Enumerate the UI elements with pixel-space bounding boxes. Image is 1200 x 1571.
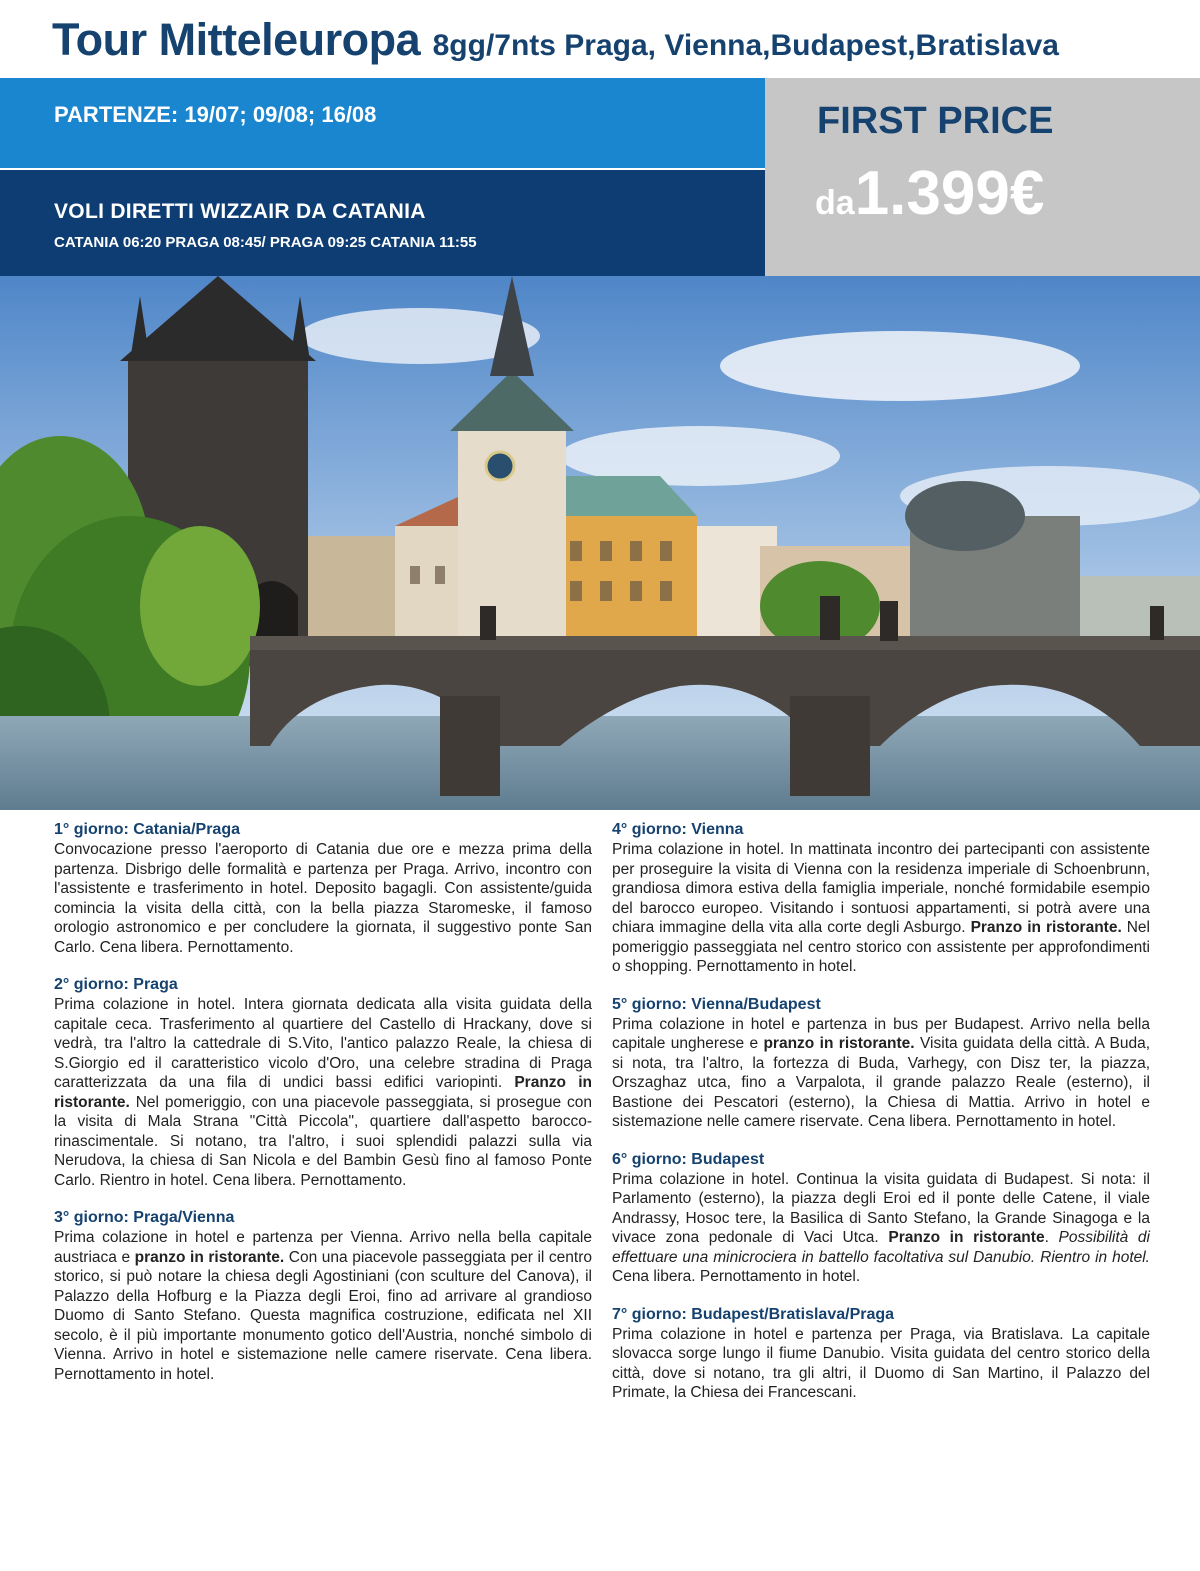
day-text: Prima colazione in hotel e partenza per Vienna. Arrivo nella bella capitale austriaca e pranzo in ristorante. Con una piacevole passeggiata per il centro storico, si può notare la chiesa degli Agostiniani (con sculture del Canova), il Palazzo della Hofburg e la Piazza degli Eroi, fino ad arrivare al grandioso Duomo di Santo Stefano. Questa magnifica costruzione, edificata nel XII secolo, è il più importante monumento gotico dell'Austria, nonché simbolo di Vienna. Arrivo in hotel e sistemazione nelle camere riservate. Cena libera. Pernottamento in hotel. [54,1229,592,1383]
day-2 [54,975,592,1190]
day-title: 1° giorno: Catania/Praga [54,821,240,838]
header [0,0,1200,78]
flights-schedule: CATANIA 06:20 PRAGA 08:45/ PRAGA 09:25 CATANIA 11:55 [54,234,477,251]
departures-box [0,78,765,168]
departures-text: PARTENZE: 19/07; 09/08; 16/08 [54,102,377,127]
day-title: 2° giorno: Praga [54,976,178,993]
day-title: 7° giorno: Budapest/Bratislava/Praga [612,1305,895,1323]
day-1 [54,820,592,957]
price-prefix: da [815,184,855,222]
day-text: Prima colazione in hotel e partenza in bus per Budapest. Arrivo nella bella capitale ungherese e pranzo in ristorante. Visita guidata della città. A Buda, si nota, tra l'altro, la fortezza di Buda, Varhegy, con Disz ter, la piazza, Orszaghaz utca, fino a Varpalota, il grande palazzo Reale (esterno), il Bastione dei Pescatori (esterno), la Chiesa di Mattia. Arrivo in hotel e sistemazione nelle camere riservate. Cena libera. Pernottamento in hotel. [612,1015,1150,1130]
info-band [0,78,765,276]
day-text: Prima colazione in hotel e partenza per Praga, via Bratislava. La capitale slovacca sorge lungo il fiume Danubio. Visita guidata del centro storico della città, dove si notano, tra gli altri, il Duomo di San Martino, il Palazzo del Primate, la Chiesa dei Francescani. [612,1325,1150,1401]
day-title: 5° giorno: Vienna/Budapest [612,995,821,1013]
day-text: Convocazione presso l'aeroporto di Catania due ore e mezza prima della partenza. Disbrigo delle formalità e partenza per Praga. Arrivo, incontro con l'assistente e trasferimento in hotel. Deposito bagagli. Con assistente/guida comincia la visita della città, con la bella piazza Staromeske, il famoso orologio astronomico e per concludere la giornata, il suggestivo ponte San Carlo. Cena libera. Pernottamento. [54,841,592,956]
tour-title: Tour Mitteleuropa [52,14,421,65]
day-title: 3° giorno: Praga/Vienna [54,1209,235,1226]
day-title: 4° giorno: Vienna [612,821,744,838]
prague-photo [0,276,1200,810]
day-5 [612,995,1150,1132]
page-title [52,14,1059,66]
day-text: Prima colazione in hotel. Continua la visita guidata di Budapest. Si nota: il Parlamento (esterno), la piazza degli Eroi ed il ponte delle Catene, il viale Andrassy, Hosoc tere, la Basilica di Santo Stefano, la Grande Sinagoga e la vivace zona pedonale di Vaci Utca. Pranzo in ristorante. Possibilità di effettuare una minicrociera in battello facoltativa sul Danubio. Rientro in hotel. Cena libera. Pernottamento in hotel. [612,1170,1150,1285]
day-7 [612,1305,1150,1403]
flights-title: VOLI DIRETTI WIZZAIR DA CATANIA [54,200,426,223]
itinerary-right-column [612,820,1150,1421]
day-4 [612,820,1150,977]
day-6 [612,1150,1150,1287]
price-box [765,78,1200,276]
price-label: FIRST PRICE [817,100,1054,142]
day-text: Prima colazione in hotel. Intera giornata dedicata alla visita guidata della capitale ceca. Trasferimento al quartiere del Castello di Hrackany, dove si vedrà, tra l'altro la cattedrale di S.Vito, l'antico palazzo Reale, la chiesa di S.Giorgio ed il caratteristico vicolo d'Oro, una celebre stradina di Praga caratterizzata da una fila di undici bassi edifici variopinti. Pranzo in ristorante. Nel pomeriggio, con una piacevole passeggiata, si prosegue con la visita di Mala Strana "Città Piccola", quartiere dall'aspetto barocco-rinascimentale. Si notano, tra l'altro, i suoi splendidi palazzi sulla via Nerudova, la chiesa di San Nicola e del Bambin Gesù fino al famoso Ponte Carlo. Rientro in hotel. Cena libera. Pernottamento. [54,996,592,1189]
flights-box [0,168,765,276]
tour-subtitle: 8gg/7nts Praga, Vienna,Budapest,Bratislava [432,29,1059,62]
day-text: Prima colazione in hotel. In mattinata incontro dei partecipanti con assistente per proseguire la visita di Vienna con la residenza imperiale di Schoenbrunn, grandiosa dimora estiva della famiglia imperiale, nonché formidabile esempio del barocco europeo. Visitando i sontuosi appartamenti, si potrà avere una chiara immagine della vita alla corte degli Asburgo. Pranzo in ristorante. Nel pomeriggio passeggiata nel centro storico con assistente per approfondimenti o shopping. Pernottamento in hotel. [612,841,1150,975]
itinerary-left-column [54,820,592,1402]
day-3 [54,1208,592,1384]
price-value: 1.399€ [854,159,1045,228]
day-title: 6° giorno: Budapest [612,1150,765,1168]
price-amount [815,158,1044,229]
